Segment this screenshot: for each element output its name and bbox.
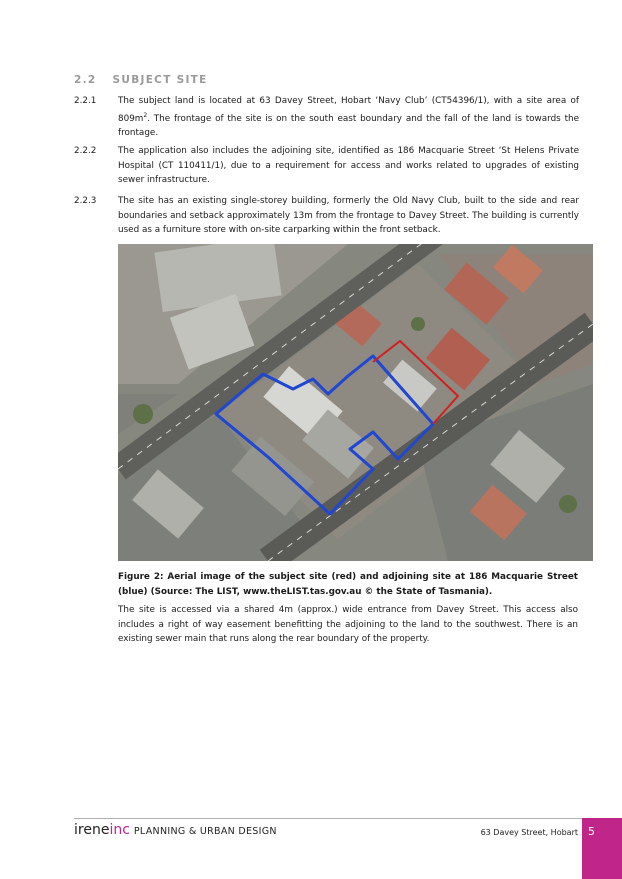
section-title: SUBJECT SITE xyxy=(112,74,208,86)
paragraph-text: The site has an existing single-storey building, formerly the Old Navy Club, built to the side and rear boundaries and setback approximately 13m from the frontage to Davey Street. The building is currently used as a furniture store with on-site carparking within the front setback. xyxy=(118,196,579,235)
paragraph-text xyxy=(118,94,579,140)
brand-tagline: PLANNING & URBAN DESIGN xyxy=(133,826,277,837)
paragraph-text-part: The subject land is located at 63 Davey Street, Hobart ‘Navy Club’ (CT54396/1), with a site area of 809m xyxy=(118,96,579,124)
aerial-image xyxy=(118,244,593,561)
brand-name-part: irene xyxy=(74,822,110,838)
paragraph-number: 2.2.1 xyxy=(74,96,97,106)
brand-name-accent: inc xyxy=(109,822,130,838)
paragraph-number: 2.2.3 xyxy=(74,196,97,206)
section-heading xyxy=(74,74,208,86)
section-number: 2.2 xyxy=(74,74,97,86)
aerial-map-graphic xyxy=(118,244,593,561)
paragraph-number: 2.2.2 xyxy=(74,146,97,156)
paragraph-text: The application also includes the adjoining site, identified as 186 Macquarie Street ‘St Helens Private Hospital (CT 110411/1), due to a requirement for access and works related to upgrades of existing sewer infrastructure. xyxy=(118,146,579,185)
paragraph-2-2-2 xyxy=(74,144,579,188)
footer-address: 63 Davey Street, Hobart xyxy=(480,828,578,837)
footer-divider xyxy=(74,818,582,819)
paragraph-access: The site is accessed via a shared 4m (approx.) wide entrance from Davey Street. This access also includes a right of way easement benefitting the adjoining to the land to the southwest. There is an existing sewer main that runs along the rear boundary of the property. xyxy=(118,605,578,644)
superscript: 2 xyxy=(143,111,148,119)
page-number: 5 xyxy=(588,825,595,838)
paragraph-text-part: . The frontage of the site is on the south east boundary and the fall of the land is towards the frontage. xyxy=(118,113,579,138)
footer-brand-logo xyxy=(74,822,277,838)
paragraph-2-2-1 xyxy=(74,94,579,140)
page-number-tab xyxy=(582,818,622,879)
paragraph-2-2-3 xyxy=(74,194,579,238)
figure-caption: Figure 2: Aerial image of the subject site (red) and adjoining site at 186 Macquarie Street (blue) (Source: The LIST, www.theLIST.tas.gov.au © the State of Tasmania). xyxy=(118,572,578,597)
